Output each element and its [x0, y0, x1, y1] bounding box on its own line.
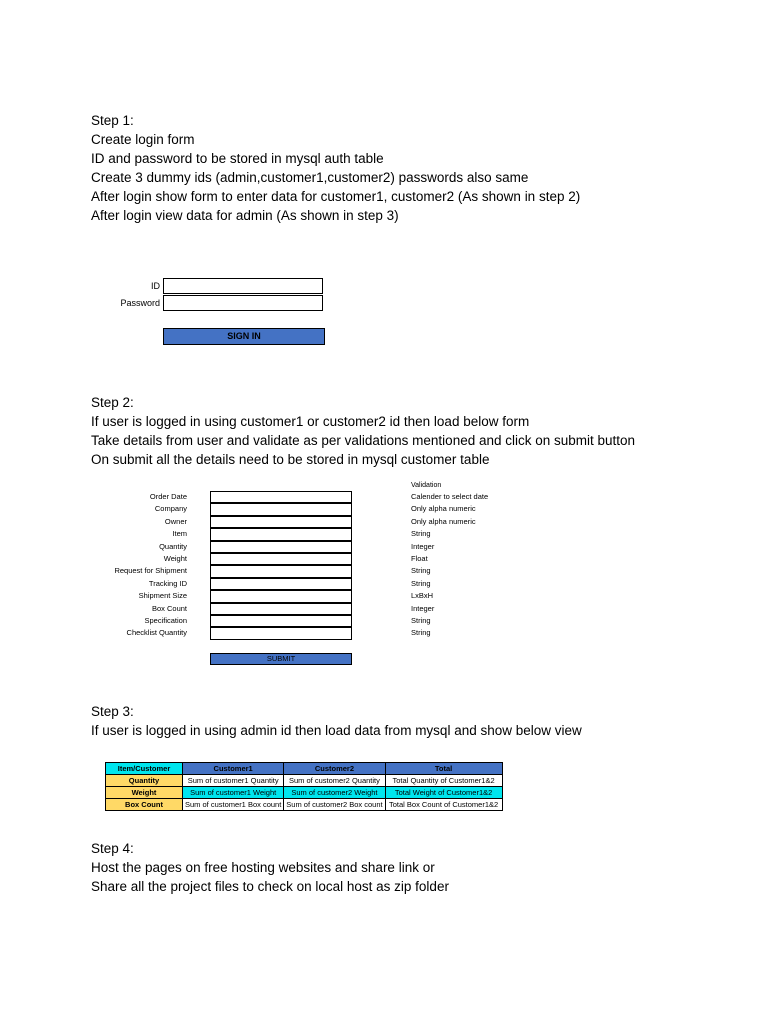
step2-text	[91, 393, 635, 469]
validation-text: String	[411, 566, 431, 576]
form-row-item	[100, 528, 520, 540]
id-row	[100, 278, 340, 295]
quantity-input[interactable]	[210, 541, 352, 553]
password-row	[100, 295, 340, 312]
validation-text: Float	[411, 553, 428, 563]
table-header: Customer2	[284, 763, 385, 775]
step1-line: After login show form to enter data for customer1, customer2 (As shown in step 2)	[91, 189, 581, 204]
validation-header: Validation	[411, 482, 442, 489]
step2-line: If user is logged in using customer1 or customer2 id then load below form	[91, 414, 530, 429]
form-row-specification	[100, 615, 520, 627]
table-cell: Sum of customer2 Box count	[284, 799, 385, 811]
id-input[interactable]	[163, 278, 323, 294]
table-row	[106, 775, 503, 787]
step1-line: Create 3 dummy ids (admin,customer1,customer2) passwords also same	[91, 170, 529, 185]
validation-text: String	[411, 578, 431, 588]
validation-text: Only alpha numeric	[411, 504, 476, 514]
step3-heading: Step 3:	[91, 704, 134, 719]
validation-text: LxBxH	[411, 591, 434, 601]
form-row-owner	[100, 516, 520, 528]
table-cell: Sum of customer2 Weight	[284, 787, 385, 799]
weight-input[interactable]	[210, 553, 352, 565]
login-form	[100, 278, 340, 312]
form-row-company	[100, 503, 520, 515]
field-label: Company	[154, 504, 187, 514]
table-row	[106, 799, 503, 811]
step1-line: Create login form	[91, 132, 195, 147]
step3-line: If user is logged in using admin id then load data from mysql and show below view	[91, 723, 582, 738]
table-cell: Sum of customer1 Quantity	[183, 775, 284, 787]
step1-line: ID and password to be stored in mysql auth table	[91, 151, 384, 166]
id-label: ID	[151, 281, 160, 291]
step1-heading: Step 1:	[91, 113, 134, 128]
password-label: Password	[120, 298, 160, 308]
table-cell: Total Quantity of Customer1&2	[385, 775, 502, 787]
table-cell: Sum of customer1 Box count	[183, 799, 284, 811]
step4-heading: Step 4:	[91, 841, 134, 856]
specification-input[interactable]	[210, 615, 352, 627]
step3-text	[91, 702, 582, 740]
table-row	[106, 787, 503, 799]
field-label: Specification	[144, 615, 187, 625]
step4-text	[91, 839, 449, 896]
form-row-request-for-shipment	[100, 565, 520, 577]
validation-text: Calender to select date	[411, 492, 489, 501]
sign-in-button[interactable]: SIGN IN	[163, 328, 325, 345]
form-row-order-date	[100, 491, 520, 503]
table-cell: Sum of customer1 Weight	[183, 787, 284, 799]
table-header: Customer1	[183, 763, 284, 775]
form-row-shipment-size	[100, 590, 520, 602]
field-label: Quantity	[159, 541, 187, 551]
step2-line: On submit all the details need to be stored in mysql customer table	[91, 452, 490, 467]
field-label: Item	[172, 529, 187, 539]
item-input[interactable]	[210, 528, 352, 540]
validation-text: String	[411, 628, 431, 638]
row-header: Box Count	[106, 799, 183, 811]
admin-report-table	[105, 762, 503, 811]
table-cell: Sum of customer2 Quantity	[284, 775, 385, 787]
owner-input[interactable]	[210, 516, 352, 528]
row-header: Quantity	[106, 775, 183, 787]
field-label: Tracking ID	[148, 578, 187, 588]
step2-heading: Step 2:	[91, 395, 134, 410]
checklist-quantity-input[interactable]	[210, 627, 352, 639]
field-label: Weight	[163, 553, 187, 563]
step4-line: Share all the project files to check on local host as zip folder	[91, 879, 449, 894]
shipment-size-input[interactable]	[210, 590, 352, 602]
form-row-box-count	[100, 603, 520, 615]
validation-text: String	[411, 529, 431, 539]
field-label: Order Date	[149, 492, 187, 501]
customer-form	[100, 491, 520, 640]
box-count-input[interactable]	[210, 603, 352, 615]
table-cell: Total Weight of Customer1&2	[385, 787, 502, 799]
submit-button[interactable]: SUBMIT	[210, 653, 352, 665]
validation-text: Integer	[411, 541, 435, 551]
order-date-input[interactable]	[210, 491, 352, 503]
table-header-row	[106, 763, 503, 775]
field-label: Checklist Quantity	[126, 628, 187, 638]
company-input[interactable]	[210, 503, 352, 515]
form-row-checklist-quantity	[100, 627, 520, 639]
field-label: Box Count	[151, 603, 187, 613]
field-label: Shipment Size	[138, 591, 187, 601]
step4-line: Host the pages on free hosting websites and share link or	[91, 860, 435, 875]
table-header: Total	[385, 763, 502, 775]
table-header: Item/Customer	[106, 763, 183, 775]
validation-text: Integer	[411, 603, 435, 613]
step2-line: Take details from user and validate as per validations mentioned and click on submit button	[91, 433, 636, 448]
row-header: Weight	[106, 787, 183, 799]
password-input[interactable]	[163, 295, 323, 311]
step1-line: After login view data for admin (As shown in step 3)	[91, 208, 399, 223]
field-label: Owner	[164, 516, 187, 526]
validation-text: Only alpha numeric	[411, 516, 476, 526]
form-row-quantity	[100, 541, 520, 553]
table-cell: Total Box Count of Customer1&2	[385, 799, 502, 811]
validation-text: String	[411, 615, 431, 625]
tracking-id-input[interactable]	[210, 578, 352, 590]
step1-text	[91, 111, 580, 225]
form-row-weight	[100, 553, 520, 565]
field-label: Request for Shipment	[114, 566, 187, 576]
request-for-shipment-input[interactable]	[210, 565, 352, 577]
form-row-tracking-id	[100, 578, 520, 590]
